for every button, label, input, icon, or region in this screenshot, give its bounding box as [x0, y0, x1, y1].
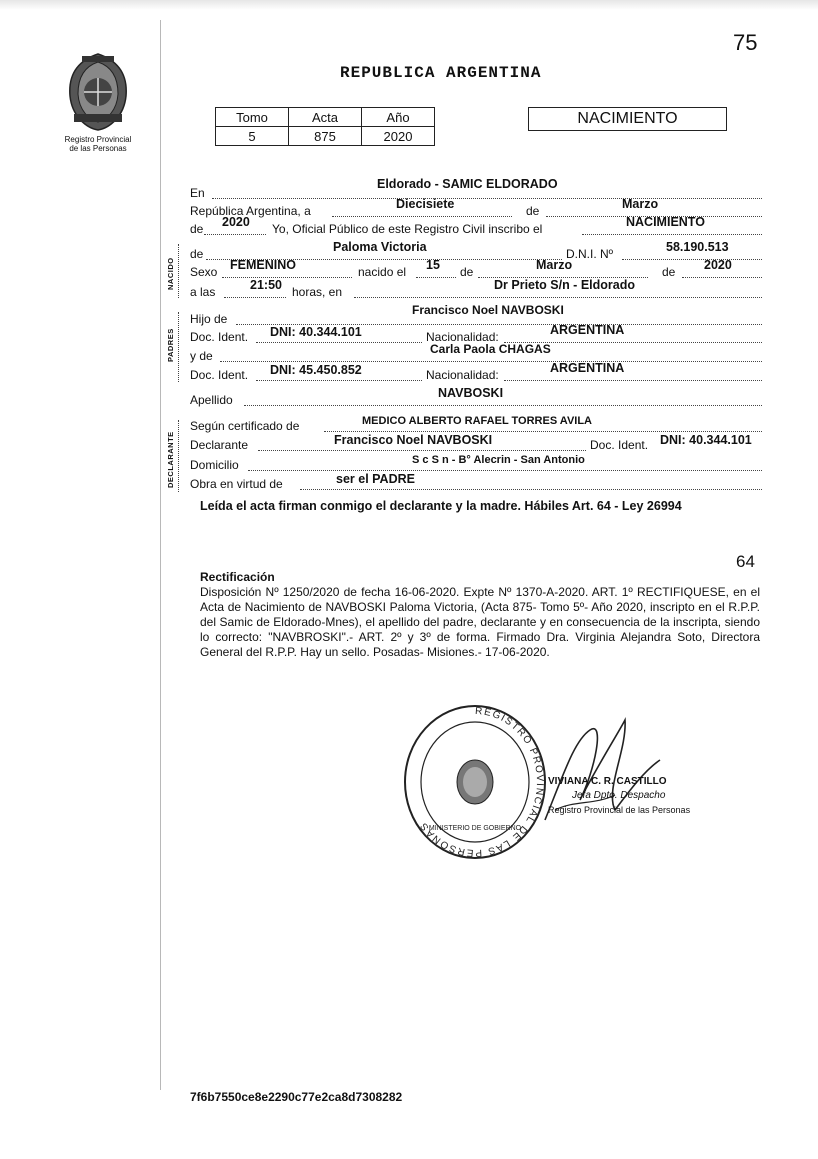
logo-caption-line1: Registro Provincial: [64, 135, 132, 144]
time-value: 21:50: [250, 278, 282, 292]
section-nacido: NACIDO: [166, 257, 175, 290]
birth-year: 2020: [704, 258, 732, 272]
header-tomo: Tomo: [216, 108, 289, 127]
stamp-inner-text: MINISTERIO DE GOBIERNO: [428, 825, 522, 832]
de2-label: de: [190, 222, 204, 236]
document-title: REPUBLICA ARGENTINA: [340, 64, 542, 82]
doc2-label: Doc. Ident.: [190, 368, 249, 382]
dotted-line: [332, 216, 512, 217]
dotted-line: [256, 342, 422, 343]
alas-label: a las: [190, 285, 216, 299]
apellido-label: Apellido: [190, 393, 233, 407]
day-value: Diecisiete: [396, 197, 455, 211]
scan-edge: [0, 0, 818, 10]
dotted-line: [582, 234, 762, 235]
doc3-label: Doc. Ident.: [590, 438, 649, 452]
section-padres-line: [178, 312, 179, 382]
row-hijo: [190, 303, 762, 326]
dotted-line: [354, 297, 762, 298]
birth-day: 15: [426, 258, 440, 272]
row-obra: [190, 472, 762, 491]
certificado-value: MEDICO ALBERTO RAFAEL TORRES AVILA: [362, 415, 592, 427]
dotted-line: [324, 431, 762, 432]
signature-title: Jefa Dpto. Despacho: [572, 790, 666, 801]
dotted-line: [212, 198, 762, 199]
header-acta: Acta: [289, 108, 362, 127]
sexo-value: FEMENINO: [230, 258, 296, 272]
row-en: [190, 177, 762, 200]
section-declarante-line: [178, 420, 179, 492]
obra-value: ser el PADRE: [336, 472, 415, 486]
stamp-ring-text: REGISTRO PROVINCIAL DE LAS PERSONAS: [417, 705, 546, 859]
dotted-line: [682, 277, 762, 278]
republica-label: República Argentina, a: [190, 204, 311, 218]
nac2-label: Nacionalidad:: [426, 368, 499, 382]
header-ano: Año: [362, 108, 435, 127]
row-certificado: [190, 415, 762, 433]
official-stamp: [400, 700, 550, 860]
dotted-line: [256, 380, 422, 381]
de3-label: de: [460, 265, 474, 279]
horas-label: horas, en: [292, 285, 343, 299]
year-value: 2020: [222, 215, 250, 229]
dotted-line: [258, 450, 586, 451]
name-value: Paloma Victoria: [333, 240, 427, 254]
nac2-value: ARGENTINA: [550, 361, 625, 375]
doc3-value: DNI: 40.344.101: [660, 433, 752, 447]
section-nacido-line: [178, 244, 179, 298]
nacido-label: nacido el: [358, 265, 407, 279]
domicilio-value: S c S n - B° Alecrin - San Antonio: [412, 454, 585, 466]
value-ano: 2020: [362, 127, 435, 146]
nac1-label: Nacionalidad:: [426, 330, 499, 344]
en-label: En: [190, 186, 205, 200]
declarante-value: Francisco Noel NAVBOSKI: [334, 433, 493, 447]
rectificacion-title: Rectificación: [200, 570, 275, 584]
en-value: Eldorado - SAMIC ELDORADO: [377, 177, 558, 191]
dotted-line: [622, 259, 762, 260]
inscribo-value: NACIMIENTO: [626, 215, 705, 229]
mother-value: Carla Paola CHAGAS: [430, 342, 551, 356]
logo-caption-line2: de las Personas: [69, 144, 127, 153]
place-value: Dr Prieto S/n - Eldorado: [494, 278, 635, 292]
sexo-label: Sexo: [190, 265, 218, 279]
margin-line: [160, 20, 161, 1090]
rectificacion-body: Disposición Nº 1250/2020 de fecha 16-06-2020. Expte Nº 1370-A-2020. ART. 1º RECTIFIQUESE, en el Acta de Nacimiento de NAVBOSKI Paloma Victoria, (Acta 875- Tomo 5º- Año 2020, inscripto en el R.P.P. del Samic de Eldorado-Mnes), el apellido del padre, declarante y en consecuencia de la inscripta, siendo lo correcto: "NAVBROSKI".- ART. 2º y 3º de forma. Firmado Dra. Virginia Alejandra Soto, Directora General del R.P.P. Hay un sello. Posadas- Misiones.- 17-06-2020.: [200, 585, 760, 659]
row-domicilio: [190, 454, 762, 472]
rectificacion-number: 64: [736, 552, 755, 571]
de-name-label: de: [190, 247, 204, 261]
obra-label: Obra en virtud de: [190, 477, 283, 491]
row-hora: [190, 278, 762, 299]
month-value: Marzo: [622, 197, 659, 211]
value-acta: 875: [289, 127, 362, 146]
dotted-line: [300, 489, 762, 490]
closing-statement: Leída el acta firman conmigo el declarante y la madre. Hábiles Art. 64 - Ley 26994: [200, 499, 682, 513]
certificado-label: Según certificado de: [190, 419, 300, 433]
row-apellido: [190, 386, 762, 407]
row-sexo: [190, 258, 762, 279]
row-oficial: [190, 215, 762, 236]
section-declarante: DECLARANTE: [166, 431, 175, 488]
dni-label: D.N.I. Nº: [566, 247, 614, 261]
page-number: 75: [733, 30, 758, 55]
dotted-line: [416, 277, 456, 278]
father-value: Francisco Noel NAVBOSKI: [412, 303, 564, 317]
doc1-label: Doc. Ident.: [190, 330, 249, 344]
dotted-line: [222, 277, 352, 278]
apellido-value: NAVBOSKI: [438, 386, 504, 400]
logo-caption: [48, 135, 148, 153]
row-declarante: [190, 433, 762, 452]
yde-label: y de: [190, 349, 213, 363]
birth-month: Marzo: [536, 258, 573, 272]
dotted-line: [220, 361, 762, 362]
de4-label: de: [662, 265, 676, 279]
de-label: de: [526, 204, 540, 218]
nac1-value: ARGENTINA: [550, 323, 625, 337]
value-tomo: 5: [216, 127, 289, 146]
dni-value: 58.190.513: [666, 240, 729, 254]
row-madre: [190, 342, 762, 363]
doc1-value: DNI: 40.344.101: [270, 325, 362, 339]
dotted-line: [504, 380, 762, 381]
dotted-line: [204, 234, 266, 235]
signature-name: VIVIANA C. R. CASTILLO: [548, 776, 667, 787]
declarante-label: Declarante: [190, 438, 249, 452]
signature-block: [548, 775, 690, 817]
row-doc2: [190, 361, 762, 382]
oficial-text: Yo, Oficial Público de este Registro Civil inscribo el: [272, 222, 543, 236]
hijo-label: Hijo de: [190, 312, 228, 326]
act-type-box: NACIMIENTO: [528, 107, 727, 131]
register-table: [215, 107, 435, 146]
doc2-value: DNI: 45.450.852: [270, 363, 362, 377]
dotted-line: [248, 470, 762, 471]
section-padres: PADRES: [166, 328, 175, 362]
dotted-line: [244, 405, 762, 406]
domicilio-label: Domicilio: [190, 458, 239, 472]
signature-org: Registro Provincial de las Personas: [548, 805, 691, 815]
province-logo: [62, 52, 134, 132]
dotted-line: [224, 297, 286, 298]
document-hash: 7f6b7550ce8e2290c77e2ca8d7308282: [190, 1090, 403, 1104]
